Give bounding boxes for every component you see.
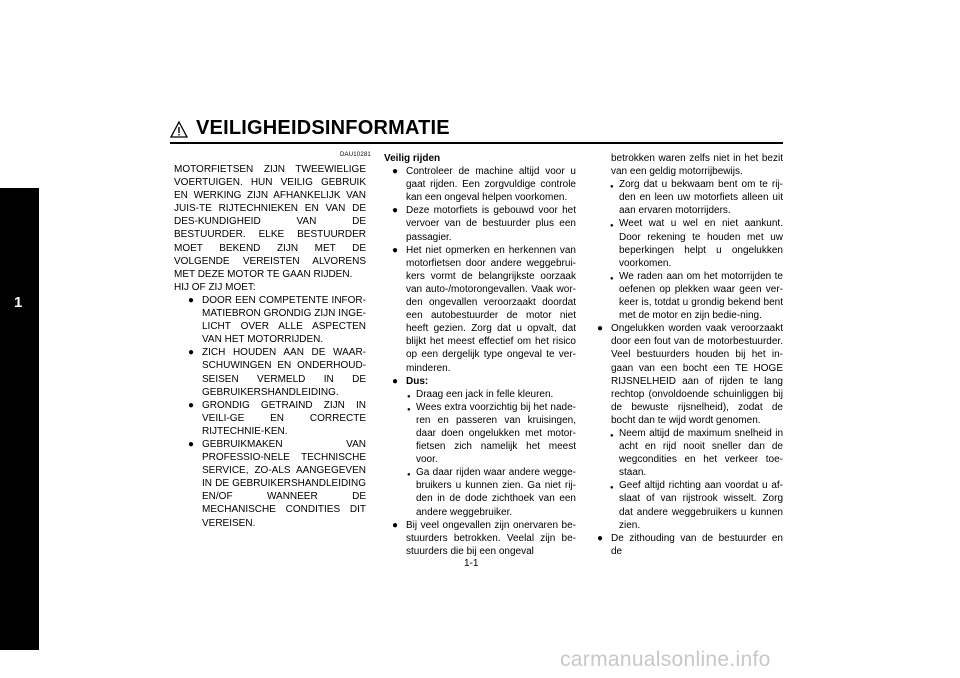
sub-list-item: ● Geef altijd richting aan voordat u af-slaat of van rijstrook wisselt. Zorg dat andere weggebruikers u kunnen zien. <box>609 479 783 531</box>
sub-list-item: ● Neem altijd de maximum snelheid in acht en rijd nooit sneller dan de wegcondities en het verkeer toe-staan. <box>609 427 783 479</box>
list-item: ● Bij veel ongevallen zijn onervaren be-stuurders betrokken. Veelal zijn be-stuurders die bij een ongeval <box>392 519 576 558</box>
document-code: DAU10281 <box>340 152 371 158</box>
sub-list-item: ● Ga daar rijden waar andere wegge-bruikers u kunnen zien. Ga niet rij-den in de dode zichthoek van een andere weggebruiker. <box>406 466 576 518</box>
list-item: ● Deze motorfiets is gebouwd voor het vervoer van de bestuurder plus een passagier. <box>392 204 576 243</box>
list-item: ● Controleer de machine altijd voor u gaat rijden. Een zorgvuldige controle kan een ongeval helpen voorkomen. <box>392 165 576 204</box>
dus-label: ● Dus: <box>392 375 576 388</box>
chapter-tab <box>0 188 39 650</box>
intro-must: HIJ OF ZIJ MOET: <box>174 281 256 293</box>
list-item: ● GEBRUIKMAKEN VAN PROFESSIO-NELE TECHNISCHE SERVICE, ZO-ALS AANGEGEVEN IN DE GEBRUIKERSHANDLEIDING EN/OF WANNEER DE MECHANISCHE CONDITIES DIT VEREISEN. <box>188 438 366 530</box>
continuation-text: betrokken waren zelfs niet in het bezit van een geldig motorrijbewijs. <box>611 153 783 178</box>
list-item: ● ZICH HOUDEN AAN DE WAAR-SCHUWINGEN EN ONDERHOUD-SEISEN VERMELD IN DE GEBRUIKERSHANDLEIDING. <box>188 346 366 398</box>
watermark: carmanualsonline.info <box>560 648 771 671</box>
sub-list-item: ● Wees extra voorzichtig bij het nade-ren en passeren van kruisingen, daar doen ongelukken met motor-fietsen zich namelijk het meest voor. <box>406 401 576 466</box>
section-heading: Veilig rijden <box>384 153 441 164</box>
column-2 <box>384 152 576 558</box>
section-header <box>170 117 783 145</box>
sub-list-item: ● Zorg dat u bekwaam bent om te rij-den en leen uw motorfiets alleen uit aan ervaren motorrijders. <box>609 178 783 217</box>
page-number: 1-1 <box>464 558 479 569</box>
list-item: ● GRONDIG GETRAIND ZIJN IN VEILI-GE EN CORRECTE RIJTECHNIE-KEN. <box>188 399 366 438</box>
intro-paragraph: MOTORFIETSEN ZIJN TWEEWIELIGE VOERTUIGEN. HUN VEILIG GEBRUIK EN WERKING ZIJN AFHANKELIJK VAN JUIS-TE RIJTECHNIEKEN EN VAN DE DES-KUNDIGHEID VAN DE BESTUURDER. ELKE BESTUURDER MOET BEKEND ZIJN MET DE VOLGENDE VEREISTEN ALVORENS MET DEZE MOTOR TE GAAN RIJDEN. <box>174 164 366 280</box>
column-1 <box>174 163 366 530</box>
list-item: ● De zithouding van de bestuurder en de <box>597 532 783 558</box>
page-title: VEILIGHEIDSINFORMATIE <box>196 117 450 139</box>
list-item: ● Ongelukken worden vaak veroorzaakt door een fout van de motorbestuurder. Veel bestuurders houden bij het in-gaan van een bocht een TE HOGE RIJSNELHEID aan of rijden te lang rechtop (onvoldoende schuinliggen bij de bewuste rijsnelheid), zodat de bocht dan te wijd wordt genomen. <box>597 322 783 427</box>
sub-list-item: ● Draag een jack in felle kleuren. <box>406 388 576 401</box>
list-item: ● DOOR EEN COMPETENTE INFOR-MATIEBRON GRONDIG ZIJN INGE-LICHT OVER ALLE ASPECTEN VAN HET MOTORRIJDEN. <box>188 294 366 346</box>
list-item: ● Het niet opmerken en herkennen van motorfietsen door andere weggebrui-kers vormt de belangrijkste oorzaak van auto-/motorongevallen. Vaak wor-den ongevallen veroorzaakt doordat een autobestuurder de motor niet heeft gezien. Zorg dat u opvalt, dat blijkt het meest effectief om het risico op een dergelijk type ongeval te ver-minderen. <box>392 244 576 375</box>
header-rule <box>170 142 783 144</box>
warning-triangle-icon <box>170 121 188 138</box>
sub-list-item: ● We raden aan om het motorrijden te oefenen op plekken waar geen ver-keer is, totdat u grondig bekend bent met de motor en zijn bedie-ning. <box>609 270 783 322</box>
column-3 <box>597 152 783 558</box>
sub-list-item: ● Weet wat u wel en niet aankunt. Door rekening te houden met uw beperkingen helpt u ongelukken voorkomen. <box>609 217 783 269</box>
chapter-number: 1 <box>14 294 23 311</box>
